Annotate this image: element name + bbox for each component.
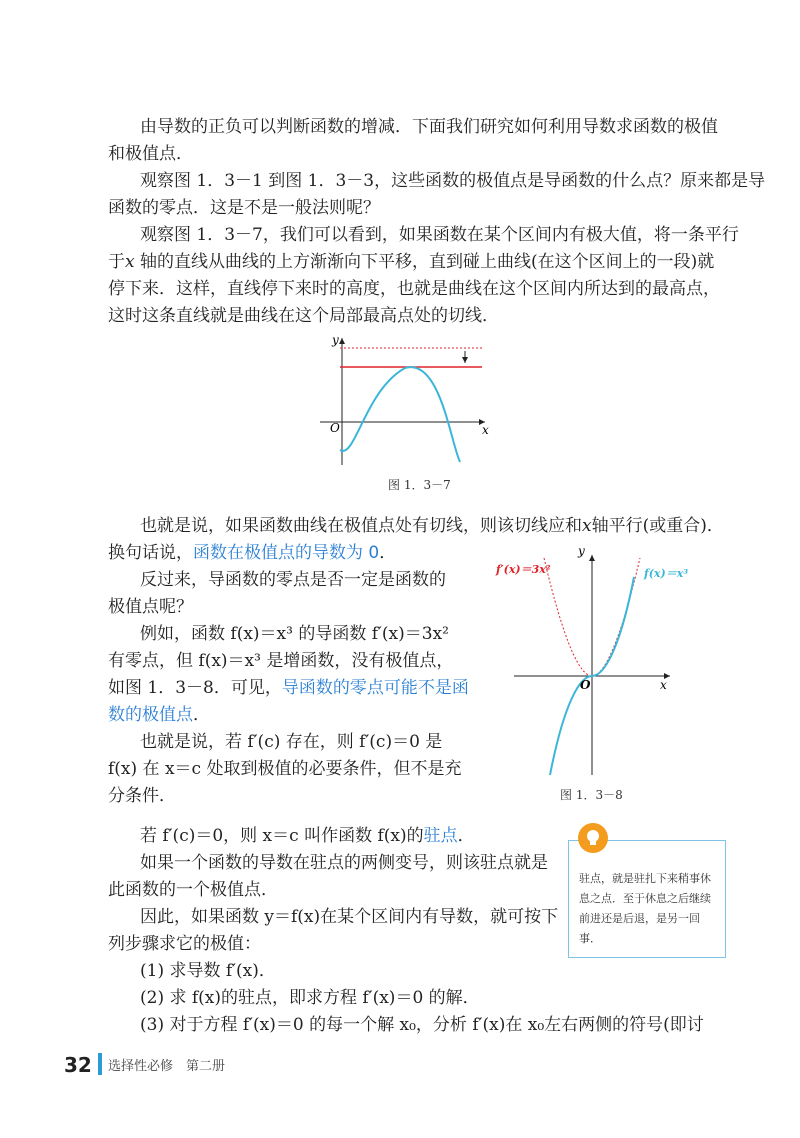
para-3-line-2-pre: 于 — [108, 252, 125, 272]
para-3-line-2 — [108, 252, 714, 272]
para-1-line-1: 由导数的正负可以判断函数的增减．下面我们研究如何利用导数求函数的极值 — [140, 117, 718, 137]
para-9-line-2: 此函数的一个极值点． — [108, 880, 278, 900]
para-4-line-2 — [108, 543, 396, 563]
fig2-function-label: f(x)＝x³ — [644, 567, 689, 580]
x-variable: x — [125, 252, 135, 272]
page-divider — [98, 1053, 102, 1075]
fig1-origin-label: O — [330, 421, 340, 435]
para-4-line-1-post: 轴平行(或重合)． — [591, 516, 724, 536]
para-3-line-2-rest: 轴的直线从曲线的上方渐渐向下平移，直到碰上曲线(在这个区间上的一段)就 — [140, 252, 715, 272]
book-title: 选择性必修 第二册 — [108, 1059, 226, 1074]
step-1: (1) 求导数 f′(x)． — [140, 961, 276, 981]
para-6-line-4-post: ． — [193, 705, 210, 725]
tip-text: 驻点，就是驻扎下来稍事休息之点．至于休息之后继续前进还是后退，是另一回事． — [579, 872, 711, 945]
para-6-line-1: 例如，函数 f(x)＝x³ 的导函数 f′(x)＝3x² — [140, 624, 449, 644]
fig1-x-label: x — [482, 423, 489, 437]
para-1-line-2: 和极值点． — [108, 144, 193, 164]
para-3-line-1: 观察图 1．3－7，我们可以看到，如果函数在某个区间内有极大值，将一条平行 — [140, 225, 739, 245]
para-7-line-2: f(x) 在 x＝c 处取到极值的必要条件，但不是充 — [108, 759, 462, 779]
para-6-line-4 — [108, 705, 210, 725]
para-7-line-1: 也就是说，若 f′(c) 存在，则 f′(c)＝0 是 — [140, 732, 443, 752]
highlight-zero-not-extremum: 导函数的零点可能不是函 — [281, 678, 469, 698]
para-10-line-2: 列步骤求它的极值： — [108, 934, 261, 954]
para-3-line-3: 停下来．这样，直线停下来时的高度，也就是曲线在这个区间内所达到的最高点， — [108, 279, 720, 299]
step-3: (3) 对于方程 f′(x)＝0 的每一个解 x₀，分析 f′(x)在 x₀左右两侧的符号(即讨 — [140, 1015, 704, 1035]
para-6-line-3 — [108, 678, 469, 698]
tip-box — [568, 840, 726, 958]
fig2-derivative-label: f′(x)＝3x² — [496, 563, 551, 576]
fig1-curve — [340, 367, 460, 462]
highlight-extremum-point: 数的极值点 — [108, 705, 193, 725]
para-4-line-1-pre: 也就是说，如果函数曲线在极值点处有切线，则该切线应和 — [140, 516, 582, 536]
para-8 — [140, 826, 475, 846]
para-4-line-2-post: ． — [379, 543, 397, 563]
para-2-line-2: 函数的零点．这是不是一般法则呢？ — [108, 198, 380, 218]
figure-1-3-8 — [492, 543, 692, 783]
figure-1-3-7 — [310, 330, 500, 470]
fig1-y-label: y — [332, 333, 339, 347]
para-6-line-3-pre: 如图 1．3－8．可见， — [108, 678, 282, 698]
highlight-stationary-point: 驻点 — [423, 826, 458, 846]
para-10-line-1: 因此，如果函数 y＝f(x)在某个区间内有导数，就可按下 — [140, 907, 559, 927]
fig2-origin-label: O — [580, 678, 591, 692]
x-variable: x — [582, 516, 592, 536]
fig2-y-label: y — [578, 544, 585, 558]
para-4-line-1 — [140, 516, 724, 536]
para-8-post: ． — [457, 826, 475, 846]
para-3-line-4: 这时这条直线就是曲线在这个局部最高点处的切线． — [108, 306, 499, 326]
para-9-line-1: 如果一个函数的导数在驻点的两侧变号，则该驻点就是 — [140, 853, 548, 873]
para-5-line-1: 反过来，导函数的零点是否一定是函数的 — [140, 570, 446, 590]
fig2-caption: 图 1．3－8 — [560, 788, 623, 802]
para-6-line-2: 有零点，但 f(x)＝x³ 是增函数，没有极值点， — [108, 651, 454, 671]
para-7-line-3: 分条件． — [108, 786, 176, 806]
para-8-pre: 若 f′(c)＝0，则 x＝c 叫作函数 f(x)的 — [140, 826, 424, 846]
para-2-line-1: 观察图 1．3－1 到图 1．3－3，这些函数的极值点是导函数的什么点？原来都是导 — [140, 171, 766, 191]
step-2: (2) 求 f(x)的驻点，即求方程 f′(x)＝0 的解． — [140, 988, 480, 1008]
lightbulb-icon — [578, 823, 608, 853]
fig1-caption: 图 1．3－7 — [388, 478, 451, 492]
highlight-derivative-zero: 函数在极值点的导数为 0 — [193, 543, 380, 563]
page-number: 32 — [64, 1053, 92, 1077]
fig2-x-label: x — [660, 678, 667, 692]
para-4-line-2-pre: 换句话说， — [108, 543, 193, 563]
para-5-line-2: 极值点呢？ — [108, 597, 193, 617]
